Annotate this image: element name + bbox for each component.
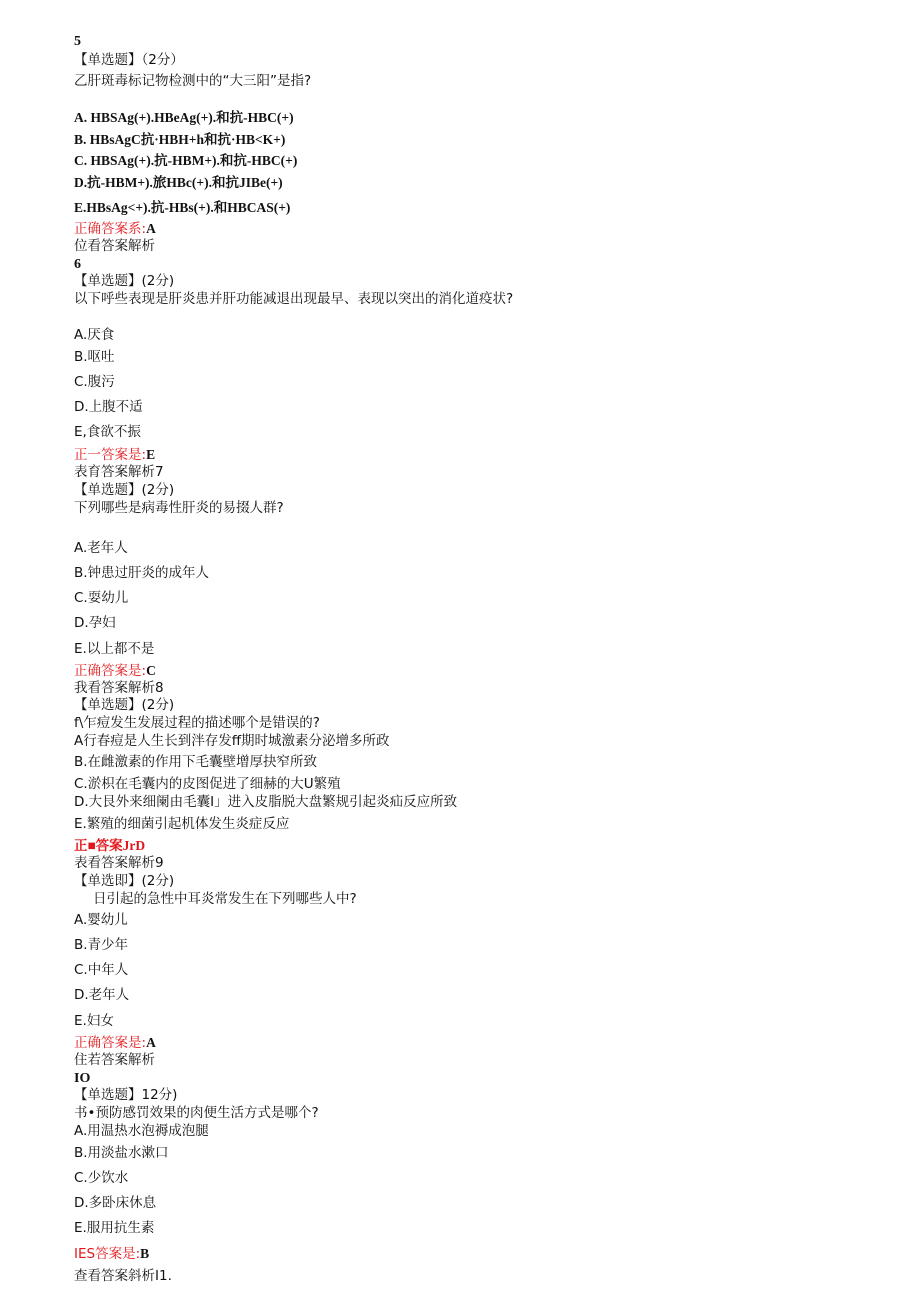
question-7-option-b: B.钟患过肝炎的成年人 — [74, 565, 210, 581]
question-10-option-d: D.多卧床休息 — [74, 1195, 157, 1211]
question-10-stem: 书•预防感罚效果的肉便生活方式是哪个? — [74, 1105, 319, 1121]
question-8-type: 【单选题】(2分) — [74, 697, 175, 713]
question-10-option-b: B.用淡盐水漱口 — [74, 1145, 169, 1161]
answer-value: C — [146, 663, 156, 678]
question-10-type: 【单选题】12分) — [74, 1087, 178, 1103]
question-6-stem: 以下呼些表现是肝炎患并肝功能减退出现最早、表现以突出的消化道疫状? — [74, 291, 514, 307]
question-9-option-e: E.妇女 — [74, 1013, 114, 1029]
question-9-option-a: A.婴幼儿 — [74, 912, 128, 928]
answer-label: 正一答案是: — [74, 447, 147, 463]
question-7-option-a: A.老年人 — [74, 540, 128, 556]
question-5-option-a: A. HBSAg(+).HBeAg(+).和抗-HBC(+) — [74, 110, 294, 125]
answer-value: E — [146, 447, 156, 462]
question-6-analysis-link[interactable]: 表育答案解析7 — [74, 464, 164, 480]
question-10-option-c: C.少饮水 — [74, 1170, 129, 1186]
question-5-option-b: B. HBsAgC抗·HBH+h和抗·HB<K+) — [74, 132, 286, 147]
question-9-analysis-link[interactable]: 住若答案解析 — [74, 1052, 155, 1068]
question-8-option-a: A行春痘是人生长到泮存发ff期时城激素分泌增多所政 — [74, 733, 390, 749]
question-6-option-a: A.厌食 — [74, 327, 115, 343]
answer-label: IES答案是: — [74, 1246, 141, 1262]
question-8-option-c: C.淤枳在毛囊内的皮图促进了细赫的大U繁殖 — [74, 776, 341, 792]
question-9-option-c: C.中年人 — [74, 962, 129, 978]
question-5-number: 5 — [74, 34, 81, 49]
question-10-option-e: E.服用抗生素 — [74, 1220, 155, 1236]
question-8-stem: f\乍痘发生发展过程的描述哪个是错误的? — [74, 715, 320, 731]
question-5-stem: 乙肝斑毒标记物检测中的“大三阳”是指? — [74, 73, 312, 89]
answer-label: 正■答案JrD — [74, 838, 146, 853]
question-7-answer — [74, 662, 156, 680]
question-10-answer — [74, 1245, 149, 1263]
question-10-option-a: A.用温热水泡褥成泡腿 — [74, 1123, 209, 1139]
question-9-option-d: D.老年人 — [74, 987, 130, 1003]
question-8-analysis-link[interactable]: 表看答案解析9 — [74, 855, 164, 871]
question-7-type: 【单选题】(2分) — [74, 482, 175, 498]
question-9-option-b: B.青少年 — [74, 937, 129, 953]
question-5-analysis-link[interactable]: 位看答案解析 — [74, 238, 155, 254]
question-6-answer — [74, 446, 155, 464]
question-8-option-e: E.繁殖的细菌引起机体发生炎症反应 — [74, 816, 290, 832]
question-7-option-e: E.以上都不是 — [74, 641, 155, 657]
question-6-option-c: C.腹污 — [74, 374, 115, 390]
question-7-stem: 下列哪些是病毒性肝炎的易掇人群? — [74, 500, 284, 516]
question-5-type: 【单选题】（2分） — [74, 52, 184, 68]
question-8-option-b: B.在雌激素的作用下毛囊壁增厚抉窄所致 — [74, 754, 318, 770]
answer-value: B — [140, 1246, 150, 1261]
question-5-option-c: C. HBSAg(+).抗-HBM+).和抗-HBC(+) — [74, 153, 298, 168]
question-8-option-d: D.大艮外来细阑由毛囊I」进入皮脂脱大盘繁规引起炎疝反应所致 — [74, 794, 458, 810]
question-8-answer — [74, 837, 145, 855]
question-6-option-d: D.上腹不适 — [74, 399, 143, 415]
question-5-answer — [74, 220, 156, 238]
question-6-number: 6 — [74, 257, 81, 272]
question-9-type: 【单选即】(2分) — [74, 873, 175, 889]
answer-value: A — [146, 221, 156, 236]
question-5-option-d: D.抗-HBM+).旅HBc(+).和抗JIBe(+) — [74, 175, 283, 190]
answer-label: 正确答案是: — [74, 1035, 147, 1051]
answer-value: A — [146, 1035, 156, 1050]
question-7-option-d: D.孕妇 — [74, 615, 116, 631]
question-5-option-e: E.HBsAg<+).抗-HBs(+).和HBCAS(+) — [74, 200, 291, 215]
question-6-type: 【单选题】(2分) — [74, 273, 175, 289]
question-10-number: IO — [74, 1071, 91, 1086]
question-6-option-b: B.呕吐 — [74, 349, 115, 365]
question-7-analysis-link[interactable]: 我看答案解析8 — [74, 680, 164, 696]
question-9-answer — [74, 1034, 156, 1052]
answer-label: 正确答案是: — [74, 663, 147, 679]
question-7-option-c: C.耍幼儿 — [74, 590, 129, 606]
question-9-stem: 日引起的急性中耳炎常发生在下列哪些人中? — [93, 891, 357, 907]
question-6-option-e: E,食欲不振 — [74, 424, 141, 440]
question-10-analysis-link[interactable]: 查看答案斜析I1. — [74, 1268, 172, 1284]
answer-label: 正确答案系: — [74, 221, 147, 237]
